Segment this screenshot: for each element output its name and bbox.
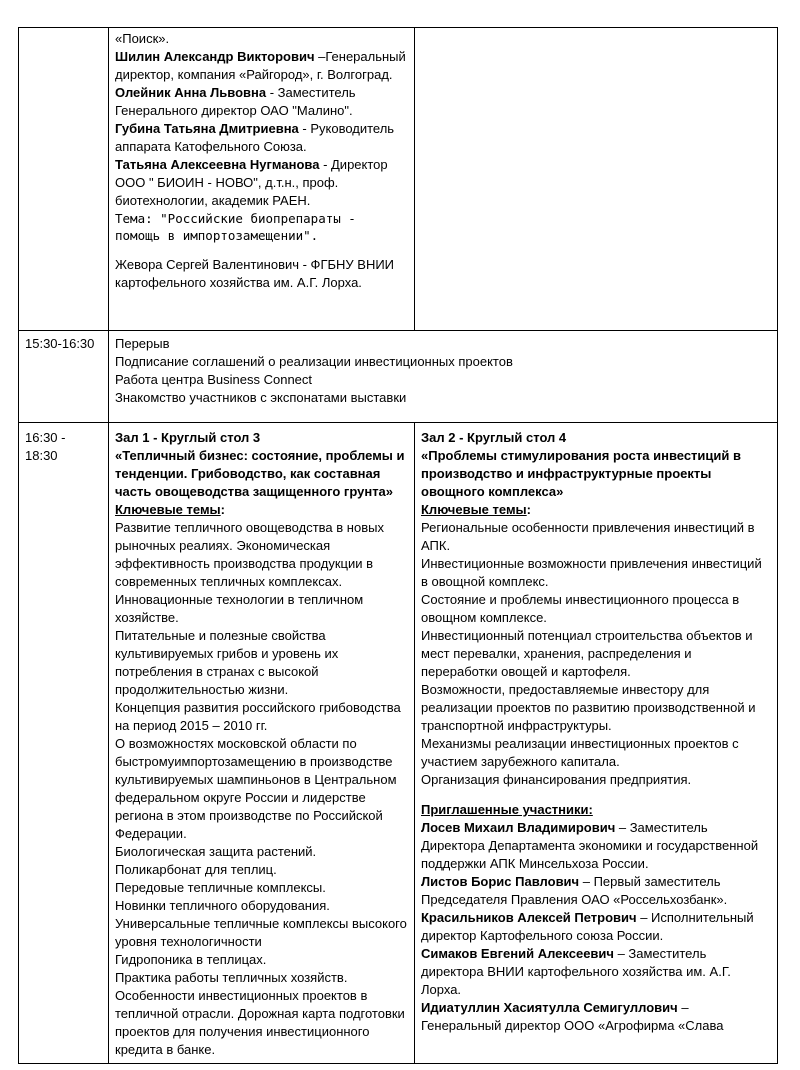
speaker-line-3 [115,120,408,156]
break-line: Перерыв [115,336,170,351]
topics-heading [421,501,771,519]
talk-topic: Тема: "Российские биопрепараты - помощь в импортозамещении". [115,211,356,243]
topics-heading [115,501,408,519]
speaker-name: Олейник Анна Львовна [115,85,267,100]
participant-role: – Первый заместитель Председателя Правления ОАО «Россельхозбанк». [421,874,728,907]
speaker-line-7: Жевора Сергей Валентинович - ФГБНУ ВНИИ картофельного хозяйства им. А.Г. Лорха. [115,257,395,290]
break-line: Работа центра Business Connect [115,372,313,387]
speaker-role: - Директор ООО " БИОИН - НОВО", д.т.н., проф. биотехнологии, академик РАЕН. [115,157,388,208]
hall-1-topics-list [115,519,408,1059]
hall-1-subtitle: «Тепличный бизнес: состояние, проблемы и тенденции. Грибоводство, как составная часть овощеводства защищенного грунта» [115,448,405,499]
topics-colon: : [526,502,532,517]
topics-label: Ключевые темы [421,502,527,517]
topic-item: Гидропоника в теплицах. [115,952,267,967]
invited-participant [421,873,771,909]
program-row-2 [19,331,778,423]
speaker-line-1 [115,48,408,84]
topic-item: Питательные и полезные свойства культивируемых грибов и уровень их потребления в странах с высокой продолжительностью жизни. [115,628,339,697]
invited-participant [421,909,771,945]
speaker-line-4 [115,156,408,210]
speaker-name: Губина Татьяна Дмитриевна [115,121,299,136]
topic-item: О возможностях московской области по быстромуимпортозамещению в производстве культивируемых шампиньонов в Центральном федеральном округе России и лидерстве региона в этом производстве по Российской Федерации. [115,736,397,841]
participant-name: Идиатуллин Хасиятулла Семигуллович [421,1000,678,1015]
participant-role: – Заместитель директора ВНИИ картофельного хозяйства им. А.Г. Лорха. [421,946,731,997]
time-cell-2: 15:30-16:30 [19,331,109,423]
speaker-name: Татьяна Алексеевна Нугманова [115,157,320,172]
topic-item: Особенности инвестиционных проектов в тепличной отрасли. Дорожная карта подготовки проектов для получения инвестиционного кредита в банке. [115,988,405,1057]
topic-item: Механизмы реализации инвестиционных проектов с участием зарубежного капитала. [421,736,739,769]
topic-item: Практика работы тепличных хозяйств. [115,970,348,985]
participant-role: – Заместитель Директора Департамента экономики и государственной поддержки АПК Минсельхоза России. [421,820,759,871]
time-cell-1 [19,28,109,331]
time-cell-3: 16:30 - 18:30 [19,423,109,1064]
participant-name: Красильников Алексей Петрович [421,910,637,925]
speaker-line-0: «Поиск». [115,31,170,46]
hall-1-cell [109,423,415,1064]
hall-2-topics-list [421,519,771,789]
invited-list [421,819,771,1035]
topic-item: Концепция развития российского грибоводства на период 2015 – 2010 гг. [115,700,401,733]
topics-colon: : [220,502,226,517]
break-cell [109,331,778,423]
program-row-3 [19,423,778,1064]
participant-name: Симаков Евгений Алексеевич [421,946,614,961]
program-row-1 [19,28,778,331]
participant-name: Лосев Михаил Владимирович [421,820,616,835]
topic-item: Инвестиционный потенциал строительства объектов и мест перевалки, хранения, распределения и переработки овощей и картофеля. [421,628,753,679]
topic-item: Биологическая защита растений. [115,844,317,859]
speaker-name: Шилин Александр Викторович [115,49,315,64]
spacer [421,789,771,801]
topic-item: Состояние и проблемы инвестиционного процесса в овощном комплексе. [421,592,740,625]
speaker-role: - Заместитель Генерального директор ОАО "Малино". [115,85,356,118]
participant-role: – Генеральный директор ООО «Агрофирма «Слава [421,1000,724,1033]
invited-participant [421,999,771,1035]
topic-item: Передовые тепличные комплексы. [115,880,326,895]
speakers-cell [109,28,415,331]
hall-2-cell [415,423,778,1064]
invited-participant [421,945,771,999]
hall-1-title: Зал 1 - Круглый стол 3 [115,430,261,445]
topic-item: Возможности, предоставляемые инвестору для реализации проектов по развитию производственной и транспортной инфраструктуры. [421,682,756,733]
hall-2-subtitle: «Проблемы стимулирования роста инвестиций в производство и инфраструктурные проекты овощного комплекса» [421,448,741,499]
topic-item: Новинки тепличного оборудования. [115,898,330,913]
topic-item: Организация финансирования предприятия. [421,772,692,787]
topic-item: Инновационные технологии в тепличном хозяйстве. [115,592,364,625]
speaker-line-2 [115,84,408,120]
speaker-role: - Руководитель аппарата Катофельного Союза. [115,121,395,154]
topic-item: Развитие тепличного овощеводства в новых рыночных реалиях. Экономическая эффективность производства продукции в современных тепличных комплексах. [115,520,384,589]
topic-item: Поликарбонат для теплиц. [115,862,277,877]
break-line: Знакомство участников с экспонатами выставки [115,390,407,405]
empty-cell [415,28,778,331]
spacer [115,244,408,256]
participant-name: Листов Борис Павлович [421,874,580,889]
topic-item: Региональные особенности привлечения инвестиций в АПК. [421,520,755,553]
invited-heading: Приглашенные участники: [421,802,593,817]
speaker-role: –Генеральный директор, компания «Райгород», г. Волгоград. [115,49,406,82]
topic-item: Универсальные тепличные комплексы высокого уровня технологичности [115,916,407,949]
topic-item: Инвестиционные возможности привлечения инвестиций в овощной комплекс. [421,556,762,589]
invited-participant [421,819,771,873]
participant-role: – Исполнительный директор Картофельного союза России. [421,910,754,943]
break-line: Подписание соглашений о реализации инвестиционных проектов [115,354,513,369]
program-table [18,27,778,1064]
topics-label: Ключевые темы [115,502,221,517]
hall-2-title: Зал 2 - Круглый стол 4 [421,430,567,445]
